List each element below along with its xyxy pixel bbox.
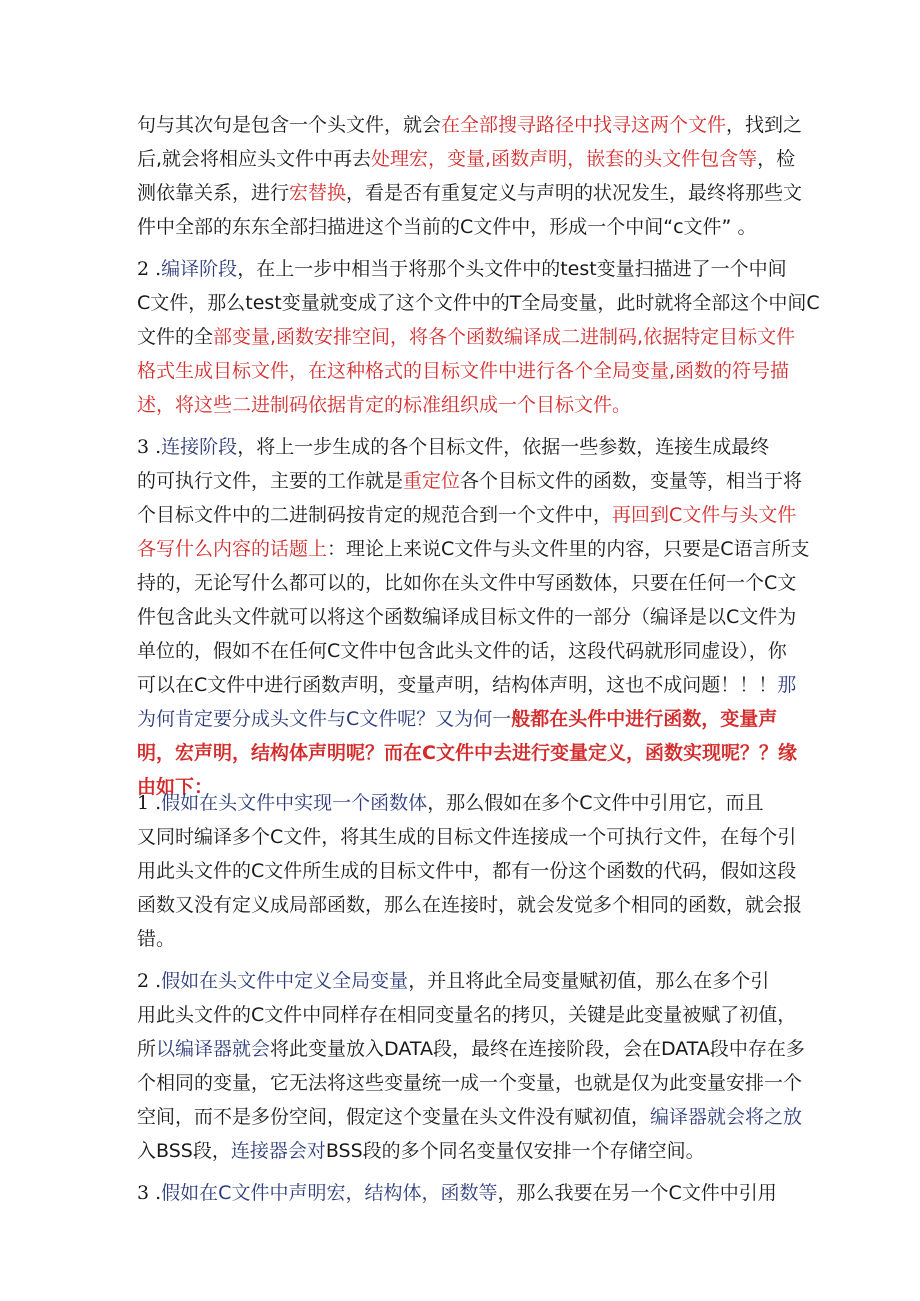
text-line [137, 736, 797, 770]
text-run: 函数又没有定义成局部函数，那么在连接时，就会发觉多个相同的函数，就会报 [137, 894, 803, 916]
text-run: 连接阶段 [161, 436, 238, 458]
text-run: 编译器就会将之放 [650, 1106, 803, 1128]
text-line [137, 320, 797, 354]
text-run: 为何肯定要分成头文件与C文件呢？又为何一 [137, 708, 512, 730]
text-run: 2 . [137, 970, 162, 992]
text-line [137, 430, 797, 464]
text-run: ，在上一步中相当于将那个头文件中的test变量扫描进了一个中间 [237, 258, 787, 280]
text-run: 3 . [137, 1182, 162, 1204]
text-run: 测依靠关系，进行 [137, 182, 290, 204]
text-run: 用此头文件的C文件中同样存在相同变量名的拷贝，关键是此变量被赋了初值， [137, 1004, 797, 1026]
text-line [137, 210, 797, 244]
text-run: 假如在C文件中声明宏，结构体，函数等 [161, 1182, 498, 1204]
text-run: ，并且将此全局变量赋初值，那么在多个引 [408, 970, 770, 992]
text-line [137, 464, 803, 498]
text-run: ：理论上来说C文件与头文件里的内容，只要是C语言所支 [327, 538, 810, 560]
text-run: 个相同的变量，它无法将这些变量统一成一个变量，也就是仅为此变量安排一个 [137, 1072, 803, 1094]
text-run: 假如在头文件中实现一个函数体 [161, 792, 428, 814]
paragraph-compile-stage [137, 252, 820, 422]
text-run: 3 . [137, 436, 162, 458]
text-run: 可以在C文件中进行函数声明，变量声明，结构体声明，这也不成问题！！！ [137, 674, 778, 696]
text-line [137, 532, 810, 566]
paragraph [137, 108, 803, 244]
text-line [137, 566, 797, 600]
text-run: ，那么假如在多个C文件中引用它，而且 [427, 792, 764, 814]
text-line [137, 1176, 797, 1210]
text-run: BSS段的多个同名变量仅安排一个存储空间。 [325, 1140, 705, 1162]
text-run: 明，宏声明，结构体声明呢？而在C文件中去进行变量定义，函数实现呢？？缘 [137, 742, 797, 764]
text-run: 格式生成目标文件，在这种格式的目标文件中进行各个全局变量,函数的符号描 [137, 360, 790, 382]
text-run: 各个目标文件的函数，变量等，相当于将 [460, 470, 803, 492]
text-line [137, 600, 797, 634]
text-run: 又同时编译多个C文件，将其生成的目标文件连接成一个可执行文件，在每个引 [137, 826, 797, 848]
text-line [137, 820, 797, 854]
paragraph-reason-2 [137, 964, 805, 1168]
text-run: 句与其次句是包含一个头文件，就会 [137, 114, 442, 136]
text-run: 件中全部的东东全部扫描进这个当前的C文件中，形成一个中间“c文件” 。 [137, 216, 757, 238]
text-line [137, 388, 797, 422]
text-run: 由如下： [137, 776, 214, 798]
text-line [137, 854, 797, 888]
text-run: 般都在头件中进行函数，变量声 [511, 708, 778, 730]
text-line [137, 634, 797, 668]
text-run: ，找到之 [726, 114, 803, 136]
text-line [137, 176, 803, 210]
text-line [137, 108, 803, 142]
text-run: 那 [777, 674, 797, 696]
text-line [137, 1134, 797, 1168]
text-run: 述，将这些二进制码依据肯定的标准组织成一个目标文件。 [137, 394, 632, 416]
text-run: 处理宏，变量,函数声明，嵌套的头文件包含等 [371, 148, 758, 170]
text-run: 的可执行文件，主要的工作就是 [137, 470, 404, 492]
paragraph-link-stage [137, 430, 810, 804]
text-line [137, 1066, 803, 1100]
text-run: 所 [137, 1038, 157, 1060]
text-line [137, 1032, 805, 1066]
text-run: 再回到C文件与头文件 [612, 504, 797, 526]
text-run: 用此头文件的C文件所生成的目标文件中，都有一份这个函数的代码，假如这段 [137, 860, 797, 882]
text-line [137, 998, 797, 1032]
text-run: 各写什么内容的话题上 [137, 538, 328, 560]
text-run: 后,就会将相应头文件中再去 [137, 148, 372, 170]
text-run: 错。 [137, 928, 176, 950]
text-run: 文件的全 [137, 326, 214, 348]
text-run: 宏替换 [289, 182, 347, 204]
text-run: ，将上一步生成的各个目标文件，依据一些参数，连接生成最终 [237, 436, 770, 458]
text-run: 2 . [137, 258, 162, 280]
text-run: 在全部搜寻路径中找寻这两个文件 [441, 114, 727, 136]
text-line [137, 888, 803, 922]
text-line [137, 142, 797, 176]
text-run: 重定位 [403, 470, 461, 492]
text-run: 假如在头文件中定义全局变量 [161, 970, 409, 992]
text-line [137, 252, 797, 286]
text-run: ，看是否有重复定义与声明的状况发生，最终将那些文 [346, 182, 803, 204]
text-run: ，检 [757, 148, 796, 170]
text-run: 部变量,函数安排空间，将各个函数编译成二进制码,依据特定目标文件 [213, 326, 796, 348]
text-run: 以编译器就会 [156, 1038, 271, 1060]
text-run: 个目标文件中的二进制码按肯定的规范合到一个文件中， [137, 504, 613, 526]
text-run: 件包含此头文件就可以将这个函数编译成目标文件的一部分（编译是以C文件为 [137, 606, 797, 628]
text-line [137, 1100, 803, 1134]
text-line [137, 286, 820, 320]
text-line [137, 668, 797, 702]
text-line [137, 922, 797, 956]
text-line [137, 354, 797, 388]
text-line [137, 964, 797, 998]
text-line [137, 786, 797, 820]
paragraph-reason-1 [137, 786, 803, 956]
text-run: 将此变量放入DATA段，最终在连接阶段，会在DATA段中存在多 [270, 1038, 805, 1060]
text-run: 编译阶段 [161, 258, 238, 280]
paragraph-reason-3 [137, 1176, 797, 1210]
text-run: 单位的，假如不在任何C文件中包含此头文件的话，这段代码就形同虚设），你 [137, 640, 787, 662]
text-run: 持的，无论写什么都可以的，比如你在头文件中写函数体，只要在任何一个C文 [137, 572, 797, 594]
text-run: 连接器会对 [230, 1140, 326, 1162]
text-run: ，那么我要在另一个C文件中引用 [497, 1182, 777, 1204]
text-run: C文件，那么test变量就变成了这个文件中的T全局变量，此时就将全部这个中间C [137, 292, 820, 314]
text-line [137, 702, 797, 736]
text-run: 空间，而不是多份空间，假定这个变量在头文件没有赋初值， [137, 1106, 651, 1128]
text-run: 入BSS段， [137, 1140, 231, 1162]
text-run: 1 . [137, 792, 162, 814]
text-line [137, 498, 797, 532]
